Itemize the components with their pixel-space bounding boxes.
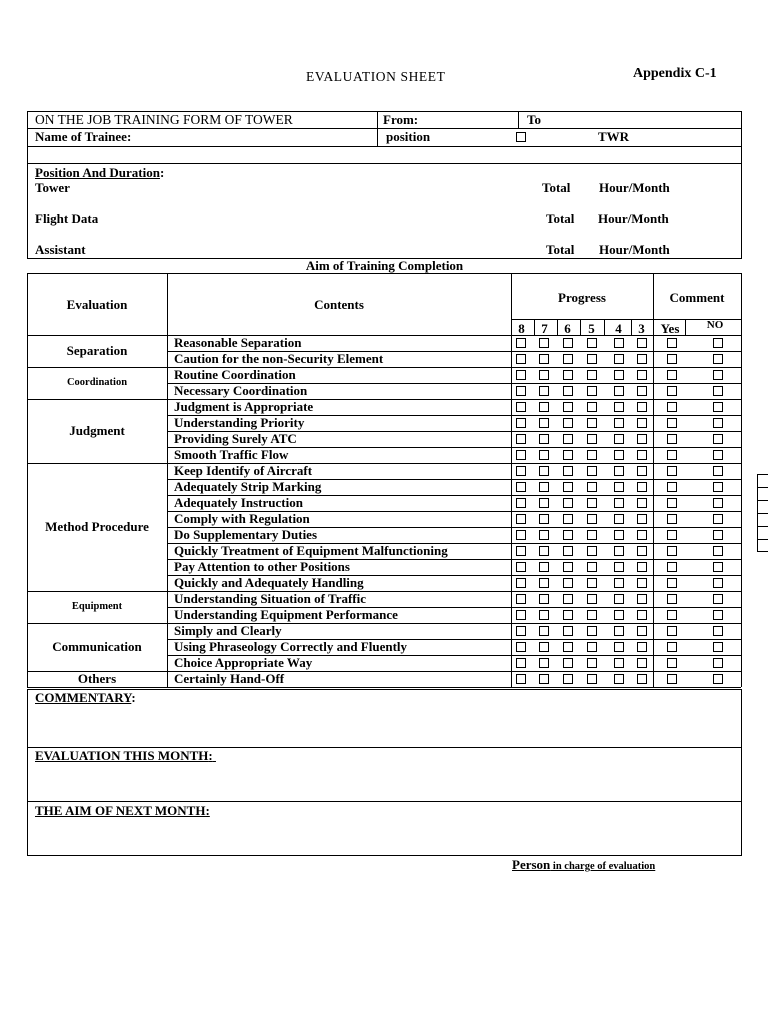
commentary-label: COMMENTARY:: [35, 690, 136, 705]
comment-yes-checkbox[interactable]: [667, 578, 677, 588]
progress-level-5: 5: [588, 321, 595, 336]
progress-checkbox-7[interactable]: [539, 370, 549, 380]
progress-checkbox-6[interactable]: [563, 466, 573, 476]
duration-unit-tower: Hour/Month: [599, 180, 670, 195]
table-row-label: Choice Appropriate Way: [174, 655, 313, 670]
form-title: ON THE JOB TRAINING FORM OF TOWER: [35, 112, 293, 127]
progress-checkbox-5[interactable]: [587, 338, 597, 348]
table-row-label: Comply with Regulation: [174, 511, 310, 526]
progress-checkbox-7[interactable]: [539, 466, 549, 476]
progress-checkbox-8[interactable]: [516, 674, 526, 684]
progress-checkbox-7[interactable]: [539, 658, 549, 668]
comment-no-checkbox[interactable]: [713, 418, 723, 428]
progress-checkbox-3[interactable]: [637, 658, 647, 668]
comment-yes-checkbox[interactable]: [667, 674, 677, 684]
progress-checkbox-7[interactable]: [539, 434, 549, 444]
progress-checkbox-6[interactable]: [563, 674, 573, 684]
progress-checkbox-8[interactable]: [516, 594, 526, 604]
duration-label-tower: Tower: [35, 180, 70, 195]
progress-checkbox-4[interactable]: [614, 418, 624, 428]
comment-no-checkbox[interactable]: [713, 482, 723, 492]
progress-checkbox-3[interactable]: [637, 402, 647, 412]
duration-unit-flight-data: Hour/Month: [598, 211, 669, 226]
progress-checkbox-3[interactable]: [637, 434, 647, 444]
progress-level-7: 7: [541, 321, 548, 336]
progress-checkbox-4[interactable]: [614, 338, 624, 348]
comment-no-checkbox[interactable]: [713, 450, 723, 460]
progress-level-6: 6: [564, 321, 571, 336]
progress-checkbox-3[interactable]: [637, 354, 647, 364]
comment-yes-checkbox[interactable]: [667, 610, 677, 620]
progress-checkbox-4[interactable]: [614, 514, 624, 524]
comment-yes-checkbox[interactable]: [667, 402, 677, 412]
col-progress-header: Progress: [558, 290, 606, 305]
twr-checkbox[interactable]: [516, 132, 526, 142]
progress-checkbox-5[interactable]: [587, 466, 597, 476]
progress-checkbox-3[interactable]: [637, 642, 647, 652]
progress-checkbox-4[interactable]: [614, 562, 624, 572]
col-contents-header: Contents: [314, 297, 364, 312]
progress-checkbox-7[interactable]: [539, 546, 549, 556]
comment-no-checkbox[interactable]: [713, 594, 723, 604]
progress-checkbox-4[interactable]: [614, 402, 624, 412]
progress-checkbox-3[interactable]: [637, 674, 647, 684]
progress-checkbox-7[interactable]: [539, 354, 549, 364]
progress-checkbox-4[interactable]: [614, 450, 624, 460]
comment-no-checkbox[interactable]: [713, 354, 723, 364]
progress-checkbox-6[interactable]: [563, 498, 573, 508]
table-row-label: Keep Identify of Aircraft: [174, 463, 313, 478]
progress-checkbox-7[interactable]: [539, 498, 549, 508]
progress-checkbox-4[interactable]: [614, 530, 624, 540]
progress-checkbox-8[interactable]: [516, 354, 526, 364]
group-label-coordination: Coordination: [66, 377, 128, 388]
twr-label: TWR: [598, 129, 630, 144]
comment-no-checkbox[interactable]: [713, 546, 723, 556]
table-row-label: Using Phraseology Correctly and Fluently: [174, 639, 408, 654]
progress-checkbox-5[interactable]: [587, 626, 597, 636]
progress-checkbox-3[interactable]: [637, 610, 647, 620]
comment-no-checkbox[interactable]: [713, 466, 723, 476]
comment-no-checkbox[interactable]: [713, 642, 723, 652]
comment-yes-checkbox[interactable]: [667, 418, 677, 428]
progress-checkbox-8[interactable]: [516, 546, 526, 556]
comment-yes-checkbox[interactable]: [667, 370, 677, 380]
progress-checkbox-7[interactable]: [539, 386, 549, 396]
table-row-label: Judgment is Appropriate: [174, 399, 314, 414]
progress-checkbox-6[interactable]: [563, 546, 573, 556]
table-row-label: Understanding Priority: [174, 415, 305, 430]
comment-yes-checkbox[interactable]: [667, 354, 677, 364]
progress-checkbox-3[interactable]: [637, 562, 647, 572]
progress-checkbox-8[interactable]: [516, 642, 526, 652]
progress-level-4: 4: [615, 321, 622, 336]
progress-checkbox-7[interactable]: [539, 514, 549, 524]
progress-checkbox-3[interactable]: [637, 450, 647, 460]
progress-checkbox-5[interactable]: [587, 562, 597, 572]
progress-checkbox-4[interactable]: [614, 594, 624, 604]
aim-next-month-label: THE AIM OF NEXT MONTH:: [35, 803, 210, 818]
progress-checkbox-3[interactable]: [637, 418, 647, 428]
progress-checkbox-4[interactable]: [614, 370, 624, 380]
progress-checkbox-6[interactable]: [563, 370, 573, 380]
comment-yes-checkbox[interactable]: [667, 530, 677, 540]
group-label-separation: Separation: [66, 343, 128, 358]
progress-checkbox-8[interactable]: [516, 610, 526, 620]
duration-unit-assistant: Hour/Month: [599, 242, 670, 257]
progress-checkbox-4[interactable]: [614, 610, 624, 620]
table-row-label: Understanding Equipment Performance: [174, 607, 398, 622]
progress-checkbox-6[interactable]: [563, 562, 573, 572]
progress-checkbox-4[interactable]: [614, 546, 624, 556]
progress-checkbox-5[interactable]: [587, 402, 597, 412]
progress-checkbox-5[interactable]: [587, 642, 597, 652]
progress-checkbox-8[interactable]: [516, 386, 526, 396]
progress-checkbox-3[interactable]: [637, 578, 647, 588]
comment-no-checkbox[interactable]: [713, 514, 723, 524]
aim-heading: Aim of Training Completion: [305, 258, 464, 273]
comment-yes-header: Yes: [660, 321, 680, 336]
progress-checkbox-5[interactable]: [587, 594, 597, 604]
progress-checkbox-6[interactable]: [563, 658, 573, 668]
progress-checkbox-6[interactable]: [563, 610, 573, 620]
duration-total-flight-data: Total: [546, 211, 575, 226]
from-label: From:: [383, 112, 419, 127]
progress-checkbox-4[interactable]: [614, 386, 624, 396]
page-title: EVALUATION SHEET: [306, 69, 446, 84]
progress-checkbox-6[interactable]: [563, 386, 573, 396]
comment-no-checkbox[interactable]: [713, 530, 723, 540]
progress-checkbox-7[interactable]: [539, 626, 549, 636]
table-row-label: Pay Attention to other Positions: [174, 559, 350, 574]
comment-yes-checkbox[interactable]: [667, 594, 677, 604]
comment-yes-checkbox[interactable]: [667, 546, 677, 556]
progress-checkbox-5[interactable]: [587, 370, 597, 380]
progress-checkbox-8[interactable]: [516, 498, 526, 508]
progress-checkbox-8[interactable]: [516, 658, 526, 668]
progress-checkbox-7[interactable]: [539, 482, 549, 492]
group-label-judgment: Judgment: [69, 423, 125, 438]
table-row-label: Routine Coordination: [174, 367, 296, 382]
table-row-label: Quickly and Adequately Handling: [174, 575, 364, 590]
progress-checkbox-4[interactable]: [614, 658, 624, 668]
progress-checkbox-8[interactable]: [516, 434, 526, 444]
col-evaluation-header: Evaluation: [66, 297, 128, 312]
progress-checkbox-5[interactable]: [587, 674, 597, 684]
comment-yes-checkbox[interactable]: [667, 482, 677, 492]
progress-checkbox-3[interactable]: [637, 386, 647, 396]
col-comment-header: Comment: [669, 290, 725, 305]
progress-checkbox-7[interactable]: [539, 562, 549, 572]
duration-total-assistant: Total: [546, 242, 575, 257]
comment-yes-checkbox[interactable]: [667, 450, 677, 460]
comment-yes-checkbox[interactable]: [667, 642, 677, 652]
table-row-label: Understanding Situation of Traffic: [174, 591, 367, 606]
progress-checkbox-6[interactable]: [563, 354, 573, 364]
progress-checkbox-4[interactable]: [614, 642, 624, 652]
progress-checkbox-6[interactable]: [563, 578, 573, 588]
progress-checkbox-7[interactable]: [539, 594, 549, 604]
position-label: position: [386, 129, 431, 144]
table-row-label: Simply and Clearly: [174, 623, 282, 638]
progress-checkbox-4[interactable]: [614, 626, 624, 636]
progress-level-8: 8: [518, 321, 525, 336]
progress-checkbox-6[interactable]: [563, 626, 573, 636]
comment-no-checkbox[interactable]: [713, 626, 723, 636]
progress-checkbox-5[interactable]: [587, 418, 597, 428]
to-label: To: [527, 112, 541, 127]
comment-yes-checkbox[interactable]: [667, 658, 677, 668]
progress-checkbox-4[interactable]: [614, 466, 624, 476]
group-label-method-procedure: Method Procedure: [45, 519, 149, 534]
progress-checkbox-4[interactable]: [614, 498, 624, 508]
trainee-label: Name of Trainee:: [35, 129, 132, 144]
progress-checkbox-6[interactable]: [563, 482, 573, 492]
progress-checkbox-5[interactable]: [587, 354, 597, 364]
progress-checkbox-7[interactable]: [539, 450, 549, 460]
duration-label-assistant: Assistant: [35, 242, 86, 257]
comment-yes-checkbox[interactable]: [667, 514, 677, 524]
comment-no-checkbox[interactable]: [713, 674, 723, 684]
appendix-label: Appendix C-1: [633, 66, 717, 81]
comment-no-checkbox[interactable]: [713, 386, 723, 396]
progress-checkbox-8[interactable]: [516, 578, 526, 588]
progress-level-3: 3: [638, 321, 645, 336]
table-row-label: Adequately Strip Marking: [174, 479, 322, 494]
progress-checkbox-5[interactable]: [587, 386, 597, 396]
evaluation-month-label: EVALUATION THIS MONTH:: [35, 748, 213, 763]
group-label-equipment: Equipment: [71, 601, 123, 612]
comment-no-checkbox[interactable]: [713, 402, 723, 412]
table-row-label: Reasonable Separation: [174, 335, 302, 350]
progress-checkbox-5[interactable]: [587, 546, 597, 556]
table-row-label: Smooth Traffic Flow: [174, 447, 289, 462]
comment-yes-checkbox[interactable]: [667, 562, 677, 572]
group-label-communication: Communication: [52, 639, 142, 654]
table-row-label: Do Supplementary Duties: [174, 527, 318, 542]
progress-checkbox-4[interactable]: [614, 482, 624, 492]
progress-checkbox-6[interactable]: [563, 530, 573, 540]
progress-checkbox-5[interactable]: [587, 434, 597, 444]
comment-yes-checkbox[interactable]: [667, 466, 677, 476]
progress-checkbox-6[interactable]: [563, 594, 573, 604]
comment-no-header: NO: [706, 319, 724, 331]
progress-checkbox-8[interactable]: [516, 514, 526, 524]
progress-checkbox-7[interactable]: [539, 338, 549, 348]
progress-checkbox-8[interactable]: [516, 466, 526, 476]
comment-no-checkbox[interactable]: [713, 562, 723, 572]
progress-checkbox-8[interactable]: [516, 626, 526, 636]
progress-checkbox-5[interactable]: [587, 498, 597, 508]
progress-checkbox-5[interactable]: [587, 578, 597, 588]
progress-checkbox-4[interactable]: [614, 354, 624, 364]
progress-checkbox-3[interactable]: [637, 338, 647, 348]
progress-checkbox-8[interactable]: [516, 482, 526, 492]
progress-checkbox-5[interactable]: [587, 450, 597, 460]
progress-checkbox-3[interactable]: [637, 594, 647, 604]
table-row-label: Certainly Hand-Off: [174, 671, 285, 686]
progress-checkbox-7[interactable]: [539, 642, 549, 652]
progress-checkbox-3[interactable]: [637, 530, 647, 540]
comment-no-checkbox[interactable]: [713, 338, 723, 348]
progress-checkbox-7[interactable]: [539, 402, 549, 412]
progress-checkbox-7[interactable]: [539, 578, 549, 588]
progress-checkbox-5[interactable]: [587, 658, 597, 668]
progress-checkbox-5[interactable]: [587, 530, 597, 540]
table-row-label: Quickly Treatment of Equipment Malfunctioning: [174, 543, 448, 558]
progress-checkbox-3[interactable]: [637, 482, 647, 492]
progress-checkbox-8[interactable]: [516, 370, 526, 380]
progress-checkbox-3[interactable]: [637, 514, 647, 524]
comment-yes-checkbox[interactable]: [667, 626, 677, 636]
comment-yes-checkbox[interactable]: [667, 434, 677, 444]
progress-checkbox-7[interactable]: [539, 418, 549, 428]
progress-checkbox-7[interactable]: [539, 610, 549, 620]
comment-no-checkbox[interactable]: [713, 498, 723, 508]
comment-no-checkbox[interactable]: [713, 610, 723, 620]
progress-checkbox-3[interactable]: [637, 546, 647, 556]
progress-checkbox-6[interactable]: [563, 402, 573, 412]
progress-checkbox-4[interactable]: [614, 674, 624, 684]
progress-checkbox-8[interactable]: [516, 338, 526, 348]
comment-yes-checkbox[interactable]: [667, 498, 677, 508]
progress-checkbox-3[interactable]: [637, 626, 647, 636]
progress-checkbox-3[interactable]: [637, 466, 647, 476]
progress-checkbox-3[interactable]: [637, 370, 647, 380]
progress-checkbox-5[interactable]: [587, 610, 597, 620]
progress-checkbox-8[interactable]: [516, 402, 526, 412]
progress-checkbox-5[interactable]: [587, 482, 597, 492]
progress-checkbox-6[interactable]: [563, 338, 573, 348]
progress-checkbox-8[interactable]: [516, 450, 526, 460]
comment-no-checkbox[interactable]: [713, 434, 723, 444]
progress-checkbox-4[interactable]: [614, 434, 624, 444]
progress-checkbox-7[interactable]: [539, 674, 549, 684]
group-label-others: Others: [77, 671, 117, 686]
table-row-label: Adequately Instruction: [174, 495, 303, 510]
table-row-label: Necessary Coordination: [174, 383, 308, 398]
progress-checkbox-8[interactable]: [516, 562, 526, 572]
progress-checkbox-6[interactable]: [563, 434, 573, 444]
table-row-label: Providing Surely ATC: [174, 431, 297, 446]
progress-checkbox-5[interactable]: [587, 514, 597, 524]
duration-heading: Position And Duration:: [35, 165, 165, 180]
progress-checkbox-3[interactable]: [637, 498, 647, 508]
duration-total-tower: Total: [542, 180, 571, 195]
progress-checkbox-8[interactable]: [516, 418, 526, 428]
table-row-label: Caution for the non-Security Element: [174, 351, 384, 366]
comment-no-checkbox[interactable]: [713, 578, 723, 588]
progress-checkbox-6[interactable]: [563, 642, 573, 652]
comment-no-checkbox[interactable]: [713, 370, 723, 380]
progress-checkbox-6[interactable]: [563, 418, 573, 428]
person-in-charge-label: Person in charge of evaluation: [512, 857, 656, 872]
duration-label-flight-data: Flight Data: [35, 211, 99, 226]
comment-yes-checkbox[interactable]: [667, 338, 677, 348]
progress-checkbox-6[interactable]: [563, 450, 573, 460]
comment-no-checkbox[interactable]: [713, 658, 723, 668]
progress-checkbox-4[interactable]: [614, 578, 624, 588]
progress-checkbox-6[interactable]: [563, 514, 573, 524]
progress-checkbox-8[interactable]: [516, 530, 526, 540]
progress-checkbox-7[interactable]: [539, 530, 549, 540]
comment-yes-checkbox[interactable]: [667, 386, 677, 396]
